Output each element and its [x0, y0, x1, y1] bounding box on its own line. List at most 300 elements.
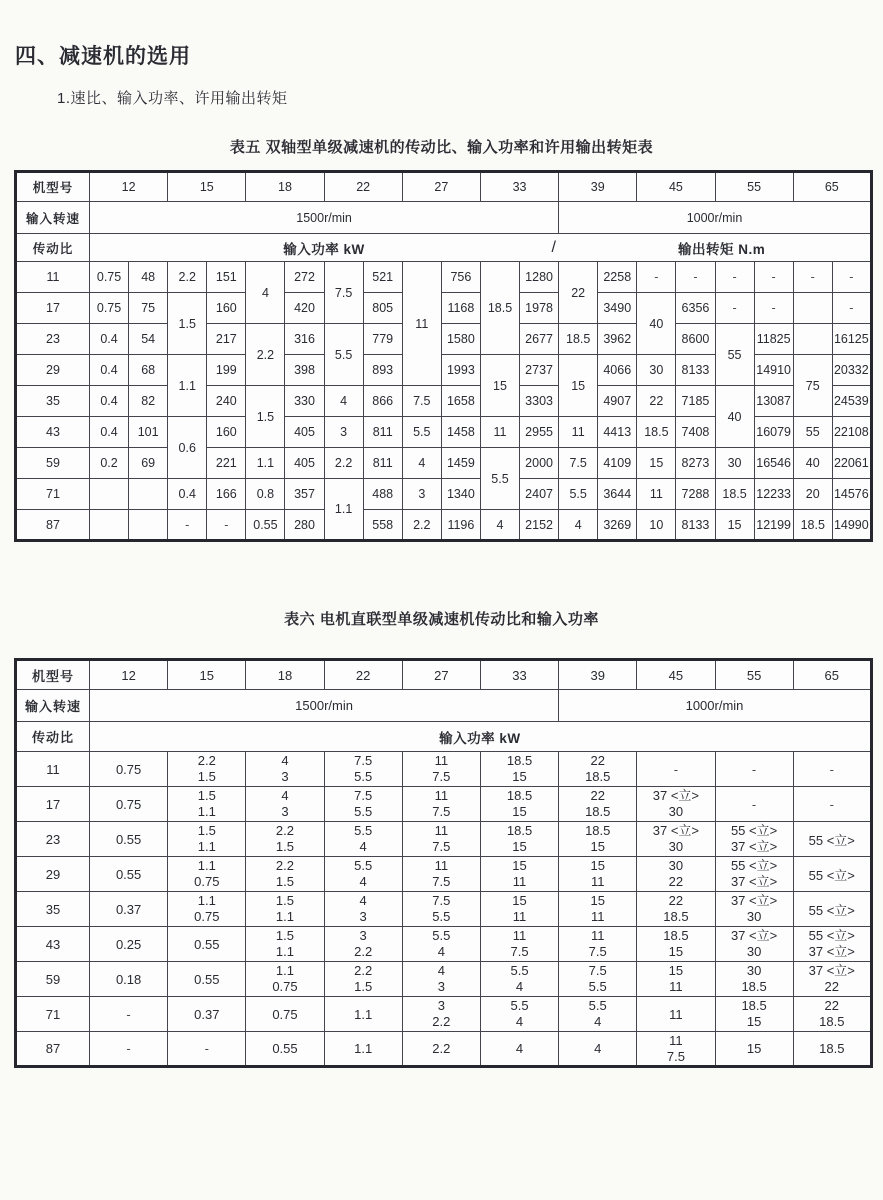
table-row [16, 1032, 872, 1067]
table-cell: 15 11 [480, 857, 558, 892]
speed-1000: 1000r/min [559, 690, 872, 722]
table-cell: 3303 [520, 386, 559, 417]
ratio-cell: 23 [16, 822, 90, 857]
table-cell: 40 [637, 293, 676, 355]
model-header: 18 [246, 172, 324, 202]
table-cell: 805 [363, 293, 402, 324]
table-cell: 4 [246, 262, 285, 324]
table-cell: - [832, 293, 871, 324]
table-cell: 811 [363, 417, 402, 448]
table-cell: 1459 [441, 448, 480, 479]
speed-label: 输入转速 [16, 202, 90, 234]
table-cell: 0.55 [168, 927, 246, 962]
page-title: 四、减速机的选用 [15, 45, 191, 68]
table-cell: 7.5 5.5 [559, 962, 637, 997]
table-cell: 0.55 [90, 822, 168, 857]
table-row [16, 448, 872, 479]
ratio-cell: 23 [16, 324, 90, 355]
table-cell: 14910 [754, 355, 793, 386]
model-header: 22 [324, 660, 402, 690]
table-cell: 37 <立> 30 [637, 822, 715, 857]
table-cell: 22061 [832, 448, 871, 479]
table-cell: 24539 [832, 386, 871, 417]
divider-slash: / [551, 238, 557, 256]
table-cell: 12233 [754, 479, 793, 510]
table-cell [129, 510, 168, 541]
table-cell: 1.1 [168, 355, 207, 417]
table5-ratio-row [16, 234, 872, 262]
speed-1000: 1000r/min [559, 202, 872, 234]
table-cell: 11 7.5 [402, 752, 480, 787]
table-cell: 1.5 [168, 293, 207, 355]
table-cell: 30 [637, 355, 676, 386]
table-cell: 0.4 [168, 479, 207, 510]
table-cell: 1.1 0.75 [168, 892, 246, 927]
table-cell: 7288 [676, 479, 715, 510]
table-row [16, 293, 872, 324]
ratio-label: 传动比 [16, 234, 90, 262]
table-cell: 15 11 [480, 892, 558, 927]
table-cell: 1.1 [324, 997, 402, 1032]
table-cell: 11 [402, 262, 441, 386]
table-cell: 22108 [832, 417, 871, 448]
table-cell: 37 <立> 30 [637, 787, 715, 822]
table-cell: 405 [285, 417, 324, 448]
table-cell: 37 <立> 22 [793, 962, 871, 997]
table-cell: 1168 [441, 293, 480, 324]
table-cell: 22 [637, 386, 676, 417]
table-cell: 1580 [441, 324, 480, 355]
table-cell: 55 <立> [793, 892, 871, 927]
table-cell: 18.5 [793, 1032, 871, 1067]
table-cell: 15 [715, 510, 754, 541]
table-cell: 272 [285, 262, 324, 293]
table-cell: 221 [207, 448, 246, 479]
table-cell: 1.1 [324, 479, 363, 541]
table-cell: 13087 [754, 386, 793, 417]
table-cell: 1658 [441, 386, 480, 417]
table-row [16, 386, 872, 417]
table-cell: - [637, 262, 676, 293]
table-cell: 30 22 [637, 857, 715, 892]
table5 [14, 170, 873, 542]
table-cell: 11 7.5 [402, 857, 480, 892]
table-cell: 55 <立> [793, 822, 871, 857]
table-cell: 30 18.5 [715, 962, 793, 997]
table-cell: 18.5 15 [637, 927, 715, 962]
table-cell: 160 [207, 417, 246, 448]
ratio-cell: 43 [16, 417, 90, 448]
model-header: 55 [715, 172, 793, 202]
table-cell: 7185 [676, 386, 715, 417]
table-cell: 75 [793, 355, 832, 417]
table-cell: 7.5 [559, 448, 598, 479]
table-cell: 1196 [441, 510, 480, 541]
table-cell: 0.18 [90, 962, 168, 997]
table-cell: 16125 [832, 324, 871, 355]
model-header: 39 [559, 660, 637, 690]
table6-model-row [16, 660, 872, 690]
table-cell: 0.55 [90, 857, 168, 892]
table-cell: 18.5 [715, 479, 754, 510]
table-cell: 1.1 [246, 448, 285, 479]
table-cell: 15 [637, 448, 676, 479]
table-cell: 15 11 [637, 962, 715, 997]
table-cell: 10 [637, 510, 676, 541]
table-row [16, 962, 872, 997]
table-cell: 2.2 1.5 [168, 752, 246, 787]
table5-speed-row [16, 202, 872, 234]
table-cell: 5.5 4 [480, 962, 558, 997]
table-cell: 16546 [754, 448, 793, 479]
table-cell: 756 [441, 262, 480, 293]
ratio-cell: 87 [16, 510, 90, 541]
table-cell: 22 18.5 [637, 892, 715, 927]
model-header: 15 [168, 660, 246, 690]
table-cell: 22 18.5 [559, 752, 637, 787]
table-cell: 55 [793, 417, 832, 448]
speed-1500: 1500r/min [90, 690, 559, 722]
model-header: 15 [168, 172, 246, 202]
table-cell: 4 [480, 510, 519, 541]
table-cell: 357 [285, 479, 324, 510]
table-cell: 166 [207, 479, 246, 510]
table-cell: 7.5 [324, 262, 363, 324]
table-cell: 37 <立> 30 [715, 927, 793, 962]
table6-ratio-row [16, 722, 872, 752]
table-cell: 20 [793, 479, 832, 510]
table-cell: 18.5 15 [480, 752, 558, 787]
table-cell: 18.5 [793, 510, 832, 541]
table-cell: 0.75 [90, 262, 129, 293]
table-cell: 22 18.5 [793, 997, 871, 1032]
table-cell: - [715, 262, 754, 293]
table-cell: 488 [363, 479, 402, 510]
table-row [16, 787, 872, 822]
table-cell: 1340 [441, 479, 480, 510]
table-cell: 0.25 [90, 927, 168, 962]
table-cell: 1.1 [324, 1032, 402, 1067]
table-cell: 1.5 1.1 [246, 927, 324, 962]
table-row [16, 927, 872, 962]
table-cell: - [637, 752, 715, 787]
table-cell: 5.5 4 [324, 857, 402, 892]
table5-model-row [16, 172, 872, 202]
table-cell: 11 7.5 [559, 927, 637, 962]
table-cell: 6356 [676, 293, 715, 324]
table-cell: 7.5 5.5 [324, 752, 402, 787]
table-cell: 0.4 [90, 417, 129, 448]
table-cell: 69 [129, 448, 168, 479]
table-cell: 15 [715, 1032, 793, 1067]
table-cell: 22 [559, 262, 598, 324]
table-cell: 521 [363, 262, 402, 293]
table-cell: 2677 [520, 324, 559, 355]
table-cell: 8273 [676, 448, 715, 479]
power-header-cell [90, 722, 872, 752]
table-cell: 4 [324, 386, 363, 417]
table-cell: 15 11 [559, 892, 637, 927]
table-cell: - [715, 293, 754, 324]
table-cell: 101 [129, 417, 168, 448]
table-cell: 11 7.5 [402, 822, 480, 857]
model-header: 65 [793, 660, 871, 690]
table-cell: 11 [559, 417, 598, 448]
ratio-cell: 87 [16, 1032, 90, 1067]
table-cell: 20332 [832, 355, 871, 386]
model-header: 33 [480, 660, 558, 690]
table-cell: - [168, 1032, 246, 1067]
table-cell: 4 [559, 1032, 637, 1067]
table-cell: - [168, 510, 207, 541]
table-cell: 18.5 [480, 262, 519, 355]
table-cell: 14990 [832, 510, 871, 541]
table-cell: 16079 [754, 417, 793, 448]
ratio-cell: 35 [16, 386, 90, 417]
table-cell: 82 [129, 386, 168, 417]
table-cell [90, 510, 129, 541]
table-cell: 151 [207, 262, 246, 293]
power-torque-header-cell [90, 234, 872, 262]
table-cell: 280 [285, 510, 324, 541]
table-cell [793, 293, 832, 324]
table-cell: 8133 [676, 355, 715, 386]
table-cell: 11 7.5 [480, 927, 558, 962]
model-header: 22 [324, 172, 402, 202]
table-cell: 11 7.5 [637, 1032, 715, 1067]
table-cell: 75 [129, 293, 168, 324]
model-header: 45 [637, 660, 715, 690]
table-cell: - [754, 262, 793, 293]
table-cell: - [832, 262, 871, 293]
table-cell: 54 [129, 324, 168, 355]
table-cell: 3644 [598, 479, 637, 510]
table-cell: 893 [363, 355, 402, 386]
table-cell: 1.1 0.75 [168, 857, 246, 892]
table6 [14, 658, 873, 1068]
section-subtitle: 1.速比、输入功率、许用输出转矩 [57, 90, 288, 107]
table-cell: 160 [207, 293, 246, 324]
table-cell: 779 [363, 324, 402, 355]
table-cell: 5.5 [402, 417, 441, 448]
table-cell: 2.2 [402, 510, 441, 541]
table-cell: 4907 [598, 386, 637, 417]
table-cell: 0.2 [90, 448, 129, 479]
model-header: 45 [637, 172, 715, 202]
table-cell: 405 [285, 448, 324, 479]
ratio-cell: 11 [16, 262, 90, 293]
table-cell: 2.2 1.5 [246, 857, 324, 892]
table-cell: 7.5 [402, 386, 441, 417]
speed-label: 输入转速 [16, 690, 90, 722]
table-cell: 0.75 [246, 997, 324, 1032]
ratio-cell: 71 [16, 479, 90, 510]
ratio-cell: 71 [16, 997, 90, 1032]
table-cell: 4 3 [246, 787, 324, 822]
model-label: 机型号 [16, 660, 90, 690]
table-cell: 4413 [598, 417, 637, 448]
table-cell: 0.75 [90, 752, 168, 787]
table-cell: 4109 [598, 448, 637, 479]
table-cell: 1.5 1.1 [246, 892, 324, 927]
model-header: 33 [480, 172, 558, 202]
table-cell: 8133 [676, 510, 715, 541]
table-cell: 2407 [520, 479, 559, 510]
table-cell: 2737 [520, 355, 559, 386]
table-cell: 0.55 [246, 510, 285, 541]
table-cell: 68 [129, 355, 168, 386]
table-cell: 4 [559, 510, 598, 541]
table-cell: 18.5 [637, 417, 676, 448]
table-cell: 2258 [598, 262, 637, 293]
table-cell: 3490 [598, 293, 637, 324]
table-cell: 866 [363, 386, 402, 417]
table-row [16, 510, 872, 541]
table-cell: 15 11 [559, 857, 637, 892]
table-cell: 1280 [520, 262, 559, 293]
table-cell: - [793, 262, 832, 293]
table6-caption: 表六 电机直联型单级减速机传动比和输入功率 [284, 611, 599, 628]
ratio-cell: 59 [16, 448, 90, 479]
table-cell: 15 [480, 355, 519, 417]
table-cell: 11 7.5 [402, 787, 480, 822]
table-cell: 0.4 [90, 386, 129, 417]
power-label: 输入功率 kW [283, 241, 365, 257]
table-cell: 2152 [520, 510, 559, 541]
table-cell: 2.2 [402, 1032, 480, 1067]
table-cell: 2.2 [246, 324, 285, 386]
table-cell: 37 <立> 30 [715, 892, 793, 927]
table-cell: 11 [480, 417, 519, 448]
table-cell: 2955 [520, 417, 559, 448]
table-cell: 0.37 [90, 892, 168, 927]
table-cell: 5.5 [324, 324, 363, 386]
ratio-cell: 59 [16, 962, 90, 997]
table-cell: 0.55 [246, 1032, 324, 1067]
table-cell: 2.2 1.5 [324, 962, 402, 997]
speed-1500: 1500r/min [90, 202, 559, 234]
table-cell: 4 [402, 448, 441, 479]
table-cell: 1.5 1.1 [168, 822, 246, 857]
table-cell: 5.5 [559, 479, 598, 510]
table-cell: 14576 [832, 479, 871, 510]
table-cell: 55 <立> 37 <立> [715, 822, 793, 857]
table-cell: 3 2.2 [324, 927, 402, 962]
table-cell: 18.5 15 [715, 997, 793, 1032]
table-cell: 22 18.5 [559, 787, 637, 822]
table-cell: 558 [363, 510, 402, 541]
table-row [16, 857, 872, 892]
table-cell: 0.6 [168, 417, 207, 479]
table-cell: 0.8 [246, 479, 285, 510]
table-cell: 3 2.2 [402, 997, 480, 1032]
table-cell: - [207, 510, 246, 541]
table-cell: 7408 [676, 417, 715, 448]
model-header: 55 [715, 660, 793, 690]
table-cell: 3962 [598, 324, 637, 355]
table-cell: - [754, 293, 793, 324]
table-cell: 4 3 [324, 892, 402, 927]
table-cell: 316 [285, 324, 324, 355]
model-header: 12 [90, 172, 168, 202]
table-cell: 420 [285, 293, 324, 324]
torque-label: 输出转矩 N.m [678, 241, 766, 257]
table-cell: 217 [207, 324, 246, 355]
model-label: 机型号 [16, 172, 90, 202]
table-cell: 7.5 5.5 [324, 787, 402, 822]
table6-speed-row [16, 690, 872, 722]
ratio-cell: 17 [16, 293, 90, 324]
table-row [16, 324, 872, 355]
ratio-cell: 29 [16, 355, 90, 386]
table-cell: 0.55 [168, 962, 246, 997]
table-cell: 11 [637, 997, 715, 1032]
table-row [16, 262, 872, 293]
table-cell: 5.5 4 [324, 822, 402, 857]
table-cell: 4 [480, 1032, 558, 1067]
table-cell: - [90, 1032, 168, 1067]
table-cell: - [715, 752, 793, 787]
table-cell: 55 <立> [793, 857, 871, 892]
ratio-label: 传动比 [16, 722, 90, 752]
table-cell: 7.5 5.5 [402, 892, 480, 927]
ratio-cell: 43 [16, 927, 90, 962]
table-cell: 3 [324, 417, 363, 448]
table-cell: 18.5 [559, 324, 598, 355]
table-cell [129, 479, 168, 510]
table-cell: 0.75 [90, 787, 168, 822]
model-header: 18 [246, 660, 324, 690]
table-cell: 0.4 [90, 324, 129, 355]
model-header: 65 [793, 172, 871, 202]
ratio-cell: 35 [16, 892, 90, 927]
table-cell: - [90, 997, 168, 1032]
table-cell: 0.75 [90, 293, 129, 324]
table5-caption: 表五 双轴型单级减速机的传动比、输入功率和许用输出转矩表 [229, 139, 654, 156]
table-cell: 1.5 1.1 [168, 787, 246, 822]
table-cell: 3 [402, 479, 441, 510]
table-cell [90, 479, 129, 510]
power-label: 输入功率 kW [439, 730, 521, 746]
table-cell: 199 [207, 355, 246, 386]
model-header: 12 [90, 660, 168, 690]
table-row [16, 997, 872, 1032]
table-cell: 1978 [520, 293, 559, 324]
table-cell: 8600 [676, 324, 715, 355]
table-cell: 55 [715, 324, 754, 386]
ratio-cell: 11 [16, 752, 90, 787]
table-cell: 40 [793, 448, 832, 479]
table-cell: 18.5 15 [480, 822, 558, 857]
table-cell: 2.2 1.5 [246, 822, 324, 857]
table-row [16, 892, 872, 927]
table-cell: 48 [129, 262, 168, 293]
table-cell: 330 [285, 386, 324, 417]
model-header: 27 [402, 172, 480, 202]
table-cell: 0.37 [168, 997, 246, 1032]
table-cell: 1.5 [246, 386, 285, 448]
ratio-cell: 17 [16, 787, 90, 822]
table-cell: 1.1 0.75 [246, 962, 324, 997]
table-cell: 40 [715, 386, 754, 448]
table-cell: - [715, 787, 793, 822]
ratio-cell: 29 [16, 857, 90, 892]
table-cell: 2000 [520, 448, 559, 479]
table-cell: 11 [637, 479, 676, 510]
table-cell [793, 324, 832, 355]
table-cell: 30 [715, 448, 754, 479]
model-header: 39 [559, 172, 637, 202]
